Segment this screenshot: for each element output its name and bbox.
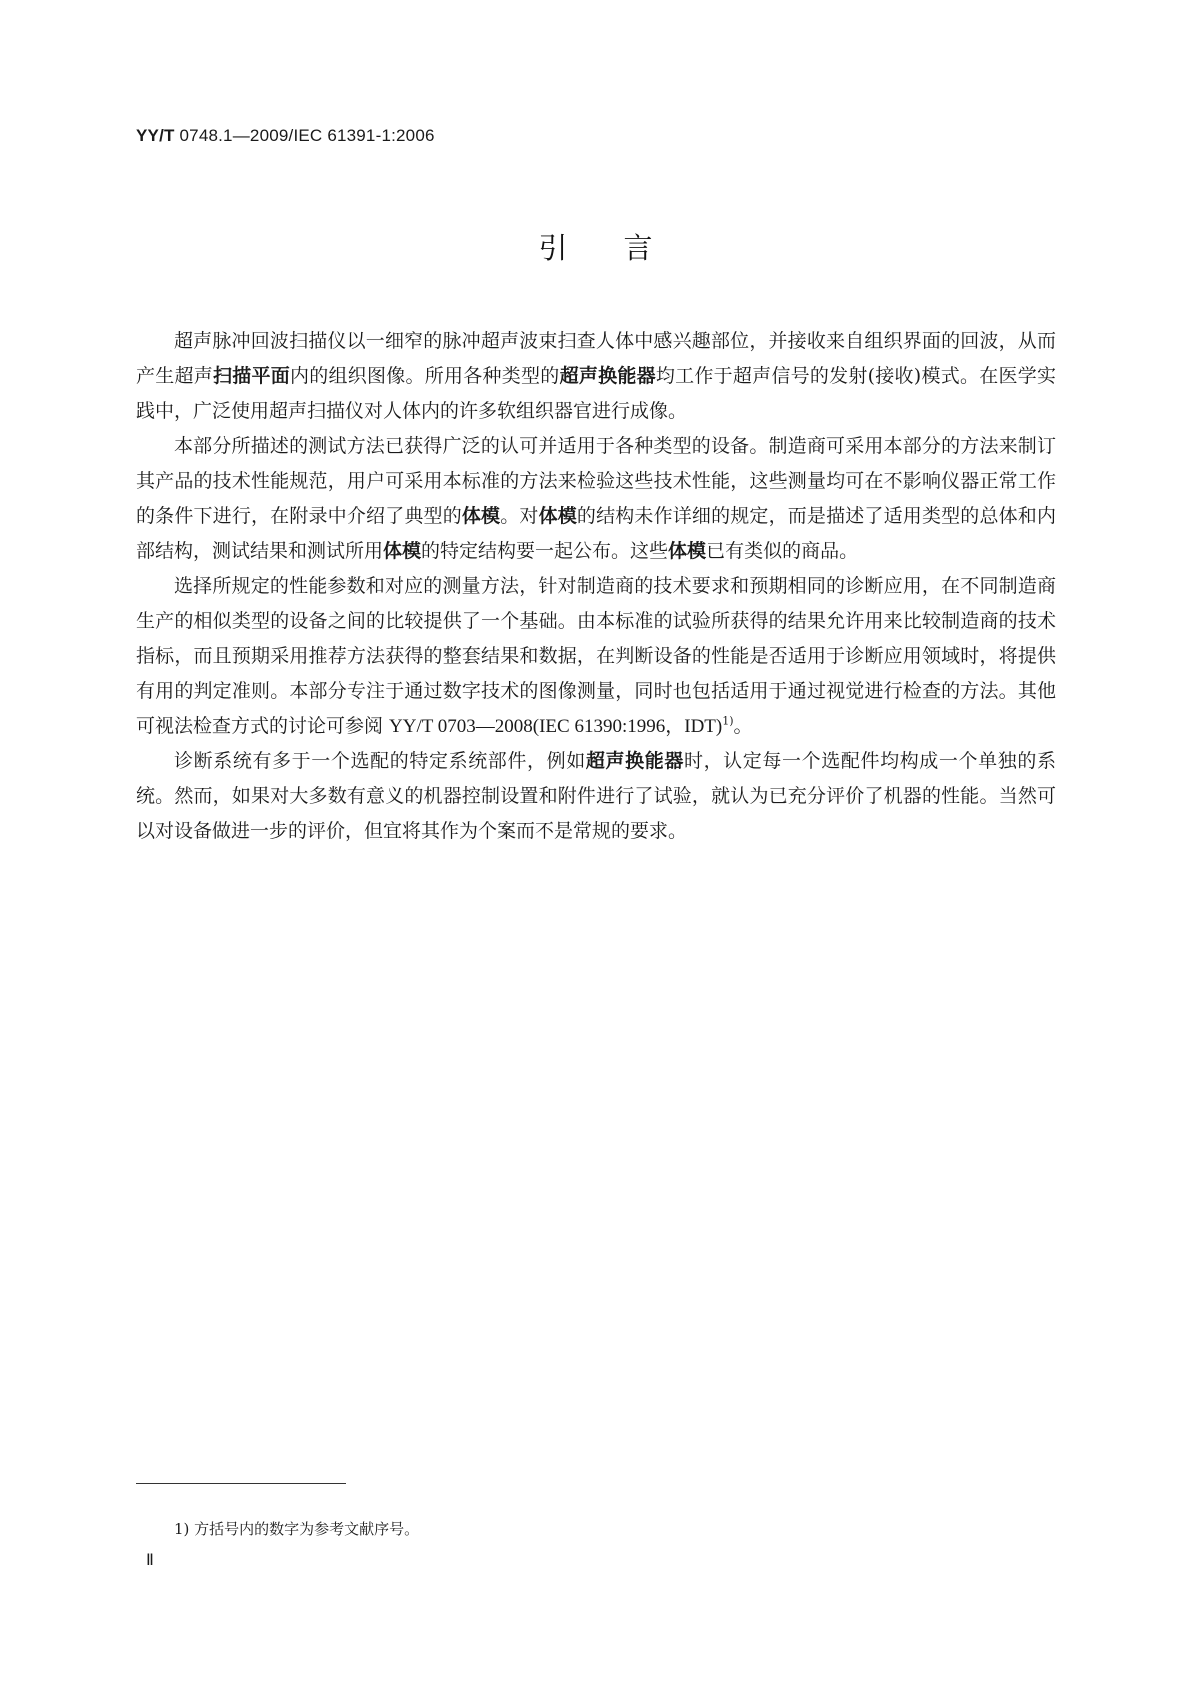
- footnote-marker: 1): [722, 714, 734, 728]
- term-scan-plane: 扫描平面: [213, 365, 291, 387]
- text-run: 。: [733, 715, 753, 737]
- paragraph-2: [136, 429, 1056, 569]
- text-run: 已有类似的商品。: [706, 540, 859, 562]
- term-phantom: 体模: [538, 505, 577, 527]
- text-run: 诊断系统有多于一个选配的特定系统部件，例如: [174, 750, 586, 772]
- term-phantom: 体模: [668, 540, 707, 562]
- paragraph-1: [136, 324, 1056, 429]
- text-run: 选择所规定的性能参数和对应的测量方法，针对制造商的技术要求和预期相同的诊断应用，在不同制造商生产的相似类型的设备之间的比较提供了一个基础。由本标准的试验所获得的结果允许用来比较制造商的技术指标，而且预期采用推荐方法获得的整套结果和数据，在判断设备的性能是否适用于诊断应用领域时，将提供有用的判定准则。本部分专注于通过数字技术的图像测量，同时也包括适用于通过视觉进行检查的方法。其他可视法检查方式的讨论可参阅: [136, 575, 1056, 737]
- text-run: 超声脉冲回波扫描仪以一细窄的脉冲超声波束扫查人体中感兴趣部位，并接收来自组织界面的回波，从而产生超声: [136, 330, 1056, 387]
- standard-reference: YY/T 0703—2008(IEC 61390:1996，IDT): [389, 716, 723, 737]
- text-run: 内的组织图像。所用各种类型的: [290, 365, 560, 387]
- text-run: 的结构未作详细的规定，而是描述了适用类型的总体和内部结构，测试结果和测试所用: [136, 505, 1056, 562]
- text-run: 本部分所描述的测试方法已获得广泛的认可并适用于各种类型的设备。制造商可采用本部分的方法来制订其产品的技术性能规范，用户可采用本标准的方法来检验这些技术性能，这些测量均可在不影响仪器正常工作的条件下进行，在附录中介绍了典型的: [136, 435, 1056, 527]
- footnote: 1) 方括号内的数字为参考文献序号。: [174, 1520, 420, 1538]
- term-transducer: 超声换能器: [585, 750, 684, 772]
- text-run: 均工作于超声信号的发射(接收)模式。在医学实践中，广泛使用超声扫描仪对人体内的许多软组织器官进行成像。: [136, 365, 1056, 422]
- paragraph-3: [136, 569, 1056, 744]
- paragraph-4: [136, 744, 1056, 849]
- standard-header: [136, 126, 435, 146]
- term-phantom: 体模: [461, 505, 501, 527]
- page-title: 引言: [538, 231, 709, 265]
- text-run: 时，认定每一个选配件均构成一个单独的系统。然而，如果对大多数有意义的机器控制设置和附件进行了试验，就认为已充分评价了机器的性能。当然可以对设备做进一步的评价，但宜将其作为个案而不是常规的要求。: [136, 750, 1056, 842]
- term-transducer: 超声换能器: [559, 365, 656, 387]
- standard-number: 0748.1—2009/IEC 61391-1:2006: [174, 126, 435, 145]
- introduction-body: [136, 324, 1056, 849]
- term-phantom: 体模: [383, 540, 422, 562]
- page-number: Ⅱ: [146, 1552, 154, 1569]
- text-run: 。对: [500, 505, 539, 527]
- text-run: 的特定结构要一起公布。这些: [421, 540, 669, 562]
- footnote-divider: [136, 1483, 346, 1484]
- standard-prefix: YY/T: [136, 126, 175, 145]
